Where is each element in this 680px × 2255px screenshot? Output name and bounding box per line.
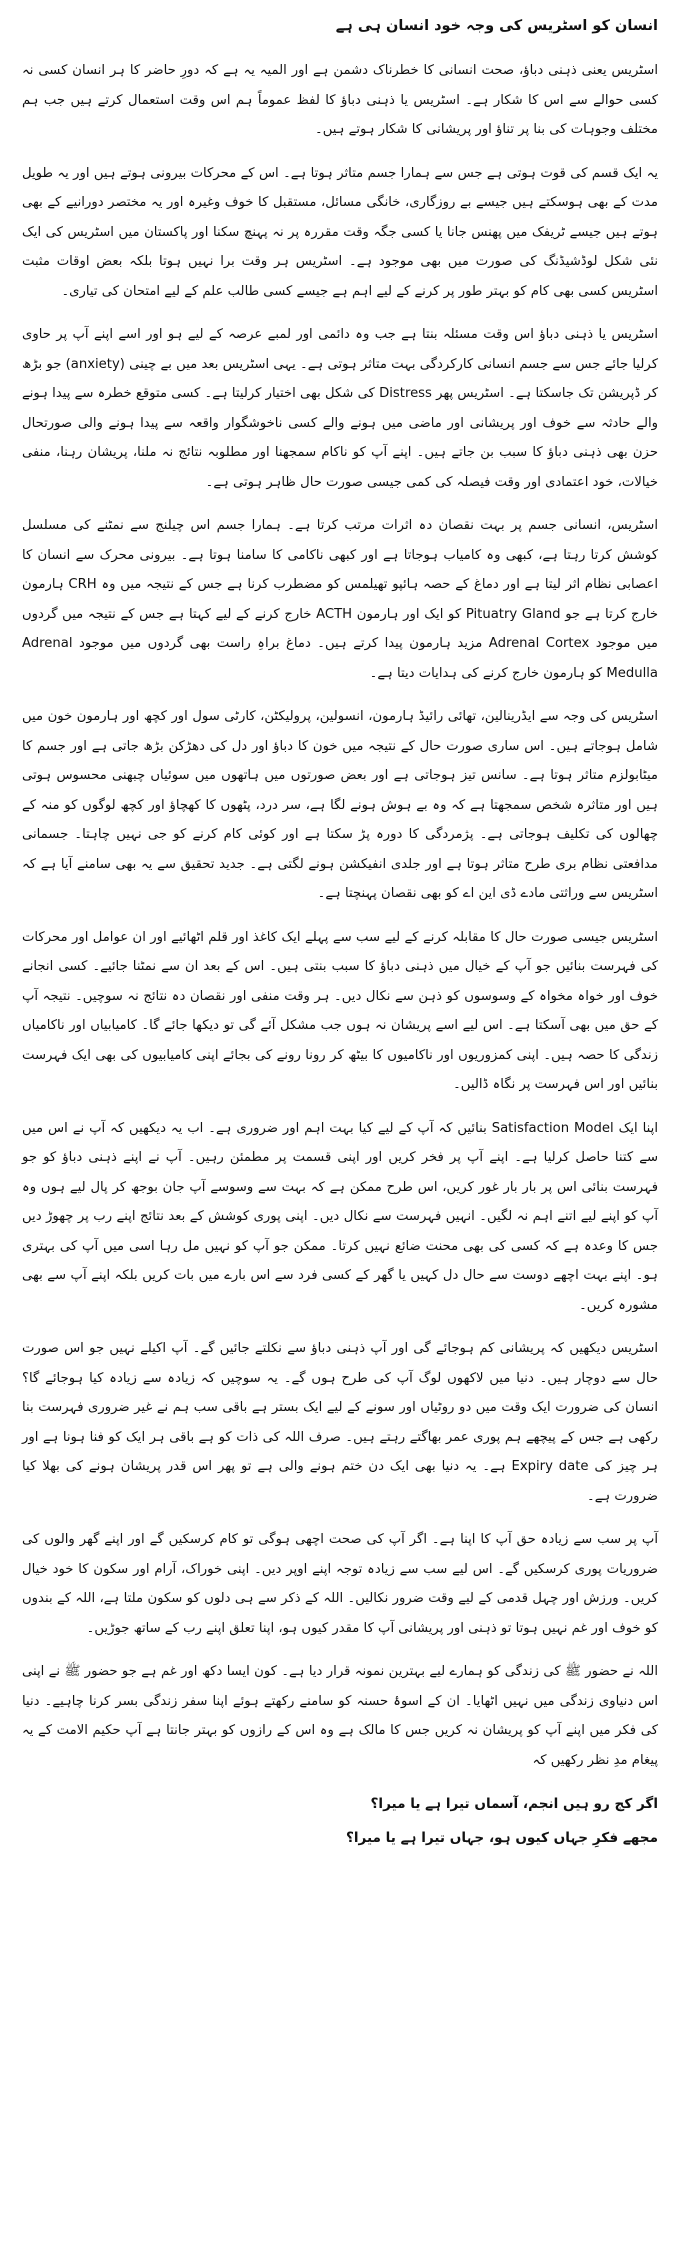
- article-paragraph: اسٹریس جیسی صورت حال کا مقابلہ کرنے کے لیے سب سے پہلے ایک کاغذ اور قلم اٹھائیے اور ان عوامل اور محرکات کی فہرست بنائیں جو آپ کے خیال میں ذہنی دباؤ کا سبب بنتی ہیں۔ اس کے بعد ان سے نمٹنا جائیے۔ کسی انجانے خوف اور خواہ مخواہ کے وسوسوں کو ذہن سے نکال دیں۔ ہر وقت منفی اور نقصان دہ نتائج نہ سوچیں۔ نتیجہ آپ کے حق میں بھی آسکتا ہے۔ اس لیے اسے پریشان نہ ہوں جب مشکل آئے گی تو دیکھا جائے گا۔ کامیابیاں اور ناکامیاں زندگی کا حصہ ہیں۔ اپنی کمزوریوں اور ناکامیوں کا بیٹھ کر رونا رونے کی بجائے اپنی کامیابیوں کی بھی ایک فہرست بنائیں اور اس فہرست پر نگاہ ڈالیں۔: [22, 929, 658, 1092]
- poetry-verse: اگر کج رو ہیں انجم، آسماں تیرا ہے یا میرا؟: [370, 1796, 658, 1812]
- article-paragraph: اللہ نے حضور ﷺ کی زندگی کو ہمارے لیے بہترین نمونہ قرار دیا ہے۔ کون ایسا دکھ اور غم ہے جو حضور ﷺ نے اپنی اس دنیاوی زندگی میں نہیں اٹھایا۔ ان کے اسوۂ حسنہ کو سامنے رکھتے ہوئے اپنا سفر زندگی بسر کرنا چاہیے۔ دنیا کی فکر میں اپنے آپ کو پریشان نہ کریں جس کا مالک ہے وہ اس کے رازوں کو بہتر جانتا ہے آپ حکیم الامت کے یہ پیغام مدِ نظر رکھیں کہ: [22, 1664, 658, 1768]
- article-paragraph: اسٹریس، انسانی جسم پر بہت نقصان دہ اثرات مرتب کرتا ہے۔ ہمارا جسم اس چیلنج سے نمٹنے کی مسلسل کوشش کرتا رہتا ہے، کبھی وہ کامیاب ہوجاتا ہے اور کبھی ناکامی کا سامنا ہوتا ہے۔ بیرونی محرک سے انسان کا اعصابی نظام اثر لیتا ہے اور دماغ کے حصہ ہائپو تھیلمس کو مضطرب کرنا ہے جس کے نتیجہ میں وہ CRH ہارمون خارج کرتا ہے جو Pituatry Gland کو ایک اور ہارمون ACTH خارج کرنے کے لیے کہتا ہے جس کے نتیجہ میں گردوں میں موجود Adrenal Cortex مزید ہارمون پیدا کرتے ہیں۔ دماغ براہِ راست بھی گردوں میں موجود Adrenal Medulla کو ہارمون خارج کرنے کی ہدایات دیتا ہے۔: [22, 518, 659, 681]
- poetry-verse: مجھے فکرِ جہاں کیوں ہو، جہاں تیرا ہے یا میرا؟: [345, 1830, 658, 1846]
- article-title: انسان کو اسٹریس کی وجہ خود انسان ہی ہے: [335, 18, 658, 34]
- article-paragraph: یہ ایک قسم کی قوت ہوتی ہے جس سے ہمارا جسم متاثر ہوتا ہے۔ اس کے محرکات بیرونی ہوتے ہیں اور یہ طویل مدت کے بھی ہوسکتے ہیں جیسے بے روزگاری، خانگی مسائل، مستقبل کا خوف وغیرہ اور یہ مختصر دورانیے کے بھی ہوتے ہیں جیسے ٹریفک میں پھنس جانا یا کسی جگہ وقت مقررہ پر نہ پہنچ سکنا اور پاکستان میں اسٹریس کی ایک نئی شکل لوڈشیڈنگ کی صورت میں بھی موجود ہے۔ اسٹریس ہر وقت برا نہیں ہوتا بلکہ بعض اوقات مثبت اسٹریس کسی بھی کام کو بہتر طور پر کرنے کے لیے اہم ہے جیسے کسی طالب علم کے لیے امتحان کی تیاری۔: [22, 165, 658, 299]
- article-paragraph: اسٹریس کی وجہ سے ایڈرینالین، تھائی رائیڈ ہارمون، انسولین، پرولیکٹن، کارٹی سول اور کچھ اور ہارمون خون میں شامل ہوجاتے ہیں۔ اس ساری صورت حال کے نتیجہ میں خون کا دباؤ اور دل کی دھڑکن بڑھ جاتی ہے اور جسم کا میٹابولزم متاثر ہوتا ہے۔ سانس تیز ہوجاتی ہے اور بعض صورتوں میں ہاتھوں میں سوئیاں چبھنی محسوس ہوتی ہیں اور متاثرہ شخص سمجھتا ہے کہ وہ بے ہوش ہونے لگا ہے، سر درد، پٹھوں کا کھچاؤ اور کچھ لوگوں کو منہ کے چھالوں کی تکلیف ہوجاتی ہے۔ پژمردگی کا دورہ پڑ سکتا ہے اور کوئی کام کرنے کو جی نہیں چاہتا۔ جسمانی مدافعتی نظام بری طرح متاثر ہوتا ہے اور جلدی انفیکشن ہونے لگتی ہے۔ جدید تحقیق سے یہ بھی سامنے آیا ہے کہ اسٹریس سے وراثتی مادے ڈی این اے کو بھی نقصان پہنچتا ہے۔: [22, 709, 658, 901]
- poetry-couplet: [22, 1789, 658, 1853]
- article-paragraph: اپنا ایک Satisfaction Model بنائیں کہ آپ کے لیے کیا بہت اہم اور ضروری ہے۔ اب یہ دیکھیں کہ آپ نے اس میں سے کتنا حاصل کرلیا ہے۔ اپنے آپ پر فخر کریں اور اپنی قسمت پر مطمئن رہیں۔ آپ نے اپنے ذہنی دباؤ کو جو فہرست بنائی اس پر بار بار غور کریں، اس طرح ممکن ہے کہ بہت سے وسوسے آپ جان بوجھ کر پال لیے ہوں وہ آپ کو اپنے لیے اتنے اہم نہ لگیں۔ انہیں فہرست سے نکال دیں۔ اپنی پوری کوشش کے بعد نتائج اپنے رب پر چھوڑ دیں جس کا وعدہ ہے کہ کسی کی بھی محنت ضائع نہیں کرتا۔ ممکن جو آپ کو نہیں مل رہا اسی میں آپ کی بہتری ہو۔ اپنے بہت اچھے دوست سے حال دل کہیں یا گھر کے کسی فرد سے اس بارے میں بات کریں بلکہ اپنے آپ سے بھی مشورہ کریں۔: [22, 1120, 658, 1313]
- article-paragraph: اسٹریس یعنی ذہنی دباؤ، صحت انسانی کا خطرناک دشمن ہے اور المیہ یہ ہے کہ دورِ حاضر کا ہر انسان کسی نہ کسی حوالے سے اس کا شکار ہے۔ اسٹریس یا ذہنی دباؤ کا لفظ عموماً ہم اس وقت استعمال کرتے ہیں جب ہم مختلف وجوہات کی بنا پر تناؤ اور پریشانی کا شکار ہوتے ہیں۔: [22, 63, 658, 137]
- article-paragraph: اسٹریس یا ذہنی دباؤ اس وقت مسئلہ بنتا ہے جب وہ دائمی اور لمبے عرصہ کے لیے ہو اور اسے اپنے آپ پر حاوی کرلیا جائے جس سے جسم انسانی کارکردگی بہت متاثر ہوتی ہے۔ یہی اسٹریس بعد میں بے چینی (anxiety) جو بڑھ کر ڈپریشن تک جاسکتا ہے۔ اسٹریس پھر Distress کی شکل بھی اختیار کرلیتا ہے۔ کسی متوقع خطرہ سے پیدا ہونے والے حادثہ سے خوف اور پریشانی اور ماضی میں ہونے والے کسی ناخوشگوار واقعہ سے پیدا ہونے والی صورتحال حزن بھی ذہنی دباؤ کا سبب بن جاتے ہیں۔ اپنے آپ کو ناکام سمجھنا اور مطلوبہ نتائج نہ ملنا، پریشان رہنا، منفی خیالات، خود اعتمادی اور وقت فیصلہ کی کمی جیسی صورت حال ظاہر ہوتی ہے۔: [22, 327, 658, 490]
- article-paragraph: اسٹریس دیکھیں کہ پریشانی کم ہوجائے گی اور آپ ذہنی دباؤ سے نکلتے جائیں گے۔ آپ اکیلے نہیں جو اس صورت حال سے دوچار ہیں۔ دنیا میں لاکھوں لوگ آپ کی طرح ہوں گے۔ یہ سوچیں کہ زیادہ سے زیادہ کیا ہوجائے گا؟ انسان کی ضرورت ایک وقت میں دو روٹیاں اور سونے کے لیے ایک بستر ہے باقی سب ہم نے غیر ضروری فہرست بنا رکھی ہے جس کے پیچھے ہم پوری عمر بھاگتے رہتے ہیں۔ صرف اللہ کی ذات کو ہے باقی ہر ایک کو فنا ہونا ہے اور ہر چیز کی Expiry date ہے۔ یہ دنیا بھی ایک دن ختم ہونے والی ہے تو پھر اس قدر پریشان ہونے کی بھلا کیا ضرورت ہے۔: [22, 1341, 658, 1504]
- article-paragraph: آپ پر سب سے زیادہ حق آپ کا اپنا ہے۔ اگر آپ کی صحت اچھی ہوگی تو کام کرسکیں گے اور اپنے گھر والوں کی ضروریات پوری کرسکیں گے۔ اس لیے سب سے زیادہ توجہ اپنے اوپر دیں۔ اپنی خوراک، آرام اور سکون کا خود خیال کریں۔ ورزش اور چہل قدمی کے لیے وقت ضرور نکالیں۔ اللہ کے ذکر سے ہی دلوں کو سکون ملتا ہے، اللہ کے بندوں کو خوف اور غم نہیں ہوتا تو ذہنی اور پریشانی آپ کا مقدر کیوں ہو، اپنا تعلق اپنے رب کے ساتھ جوڑیں۔: [22, 1532, 658, 1636]
